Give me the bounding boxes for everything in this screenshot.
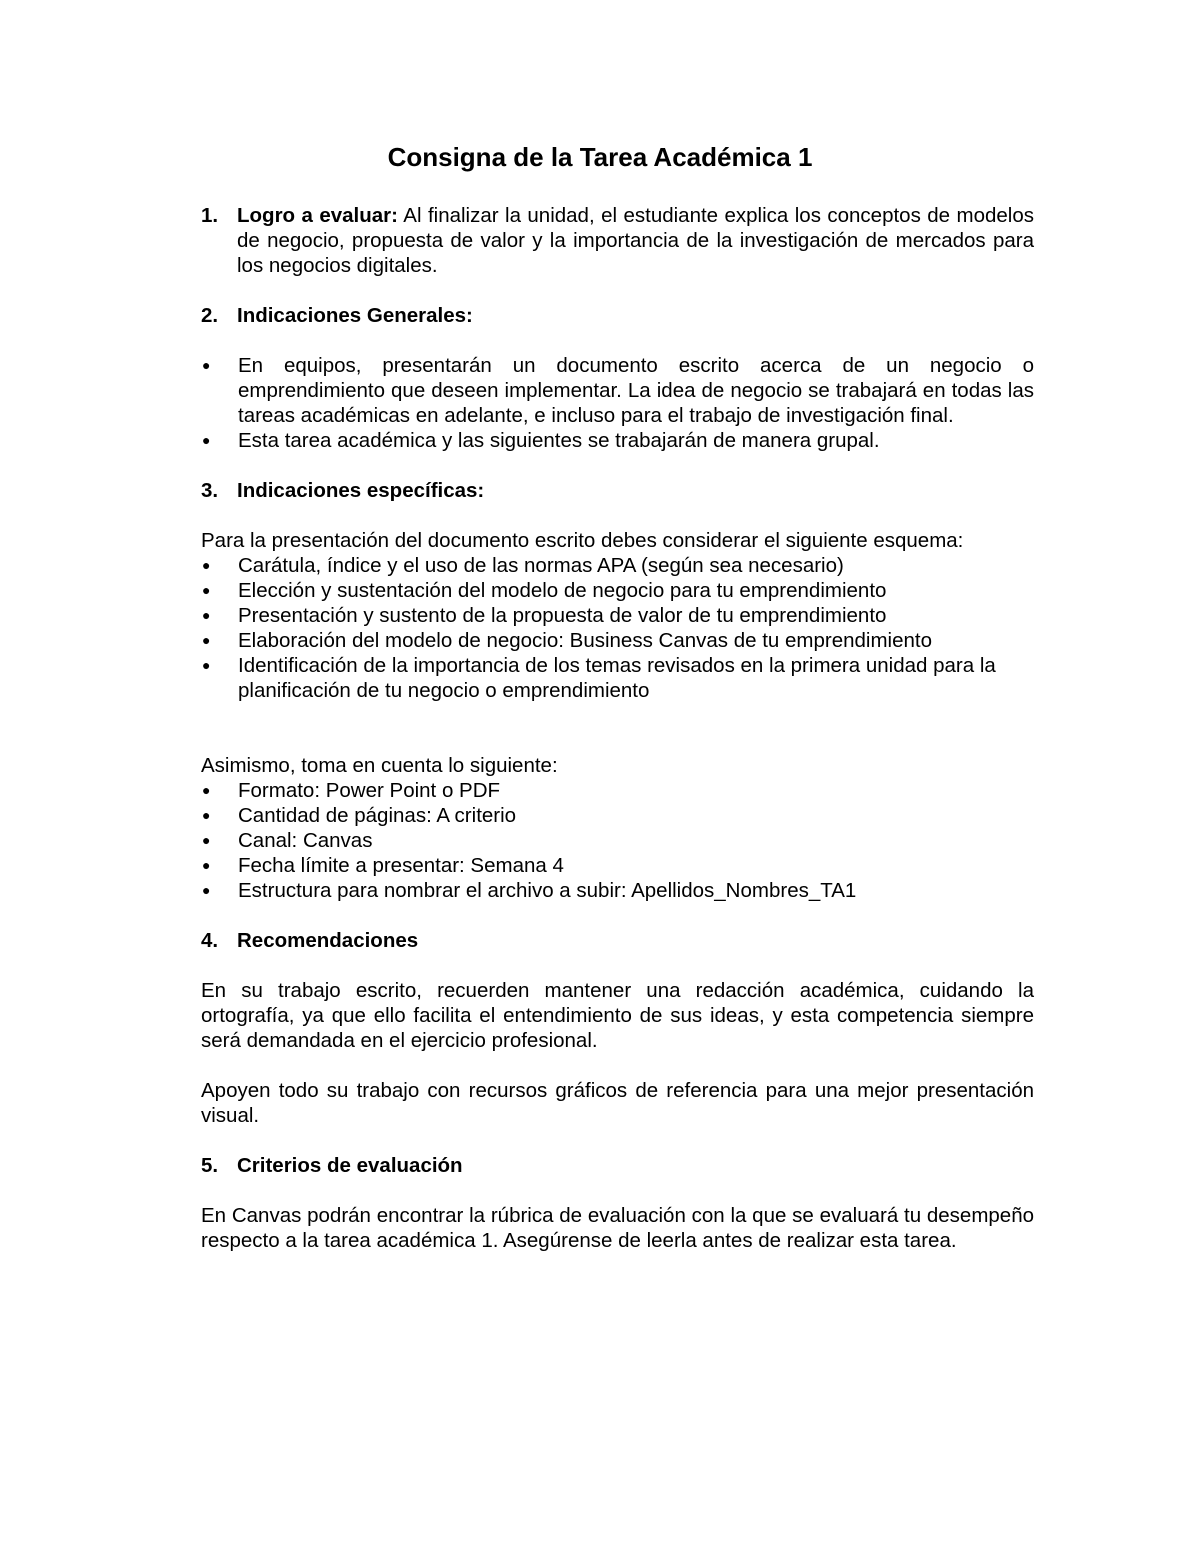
list-item: ● Identificación de la importancia de los temas revisados en la primera unidad para la planificación de tu negocio o emprendimiento <box>202 654 996 702</box>
section-3-heading <box>201 478 1034 503</box>
scheme-intro: Para la presentación del documento escrito debes considerar el siguiente esquema: <box>201 529 964 552</box>
section-number: 2. <box>201 304 219 327</box>
list-item: ● Presentación y sustento de la propuesta de valor de tu emprendimiento <box>202 604 887 627</box>
section-number: 1. <box>201 204 219 227</box>
page-title: Consigna de la Tarea Académica 1 <box>387 142 813 172</box>
scheme-list <box>201 553 1034 703</box>
bullet-icon: ● <box>202 582 211 598</box>
document-body <box>201 203 1034 1253</box>
list-item: ● Estructura para nombrar el archivo a subir: Apellidos_Nombres_TA1 <box>202 879 857 902</box>
bullet-icon: ● <box>202 807 211 823</box>
bullet-icon: ● <box>202 882 211 898</box>
section-label: Recomendaciones <box>237 929 419 952</box>
bullet-icon: ● <box>202 632 211 648</box>
list-item: ● Cantidad de páginas: A criterio <box>202 804 517 827</box>
considerations-list <box>201 778 1034 903</box>
bullet-icon: ● <box>202 432 211 448</box>
list-item: ● Carátula, índice y el uso de las normas APA (según sea necesario) <box>202 554 844 577</box>
section-number: 4. <box>201 929 219 952</box>
section-number: 5. <box>201 1154 219 1177</box>
section-text: Al finalizar la unidad, el estudiante explica los conceptos de modelos de negocio, propuesta de valor y la importancia de la investigación de mercados para los negocios digitales. <box>237 204 1034 277</box>
bullet-icon: ● <box>202 857 211 873</box>
list-item: ● Canal: Canvas <box>202 829 373 852</box>
section-2-heading <box>201 303 1034 328</box>
section-1 <box>201 203 1034 278</box>
list-item: ● Esta tarea académica y las siguientes se trabajarán de manera grupal. <box>202 429 880 452</box>
section-label: Criterios de evaluación <box>237 1154 463 1177</box>
bullet-icon: ● <box>202 357 211 373</box>
considerations-intro: Asimismo, toma en cuenta lo siguiente: <box>201 754 558 777</box>
bullet-icon: ● <box>202 557 211 573</box>
section-label: Indicaciones Generales: <box>237 304 473 327</box>
section-number: 3. <box>201 479 219 502</box>
list-item: ● Fecha límite a presentar: Semana 4 <box>202 854 564 877</box>
section-4-heading <box>201 928 1034 953</box>
bullet-icon: ● <box>202 657 211 673</box>
bullet-icon: ● <box>202 782 211 798</box>
list-item: ● Elección y sustentación del modelo de negocio para tu emprendimiento <box>202 579 887 602</box>
list-item: ● En equipos, presentarán un documento escrito acerca de un negocio o emprendimiento que deseen implementar. La idea de negocio se trabajará en todas las tareas académicas en adelante, e incluso para el trabajo de investigación final. <box>202 354 1034 427</box>
section-5-heading <box>201 1153 1034 1178</box>
bullet-icon: ● <box>202 832 211 848</box>
general-indications-list <box>201 353 1034 453</box>
bullet-icon: ● <box>202 607 211 623</box>
recommendation-paragraph: Apoyen todo su trabajo con recursos gráficos de referencia para una mejor presentación visual. <box>201 1079 1034 1127</box>
evaluation-paragraph: En Canvas podrán encontrar la rúbrica de evaluación con la que se evaluará tu desempeño respecto a la tarea académica 1. Asegúrense de leerla antes de realizar esta tarea. <box>201 1204 1034 1252</box>
section-label: Logro a evaluar: <box>237 204 398 227</box>
list-item: ● Elaboración del modelo de negocio: Business Canvas de tu emprendimiento <box>202 629 933 652</box>
recommendation-paragraph: En su trabajo escrito, recuerden mantener una redacción académica, cuidando la ortografía, ya que ello facilita el entendimiento de sus ideas, y esta competencia siempre será demandada en el ejercicio profesional. <box>201 979 1034 1052</box>
section-label: Indicaciones específicas: <box>237 479 485 502</box>
list-item: ● Formato: Power Point o PDF <box>202 779 501 802</box>
